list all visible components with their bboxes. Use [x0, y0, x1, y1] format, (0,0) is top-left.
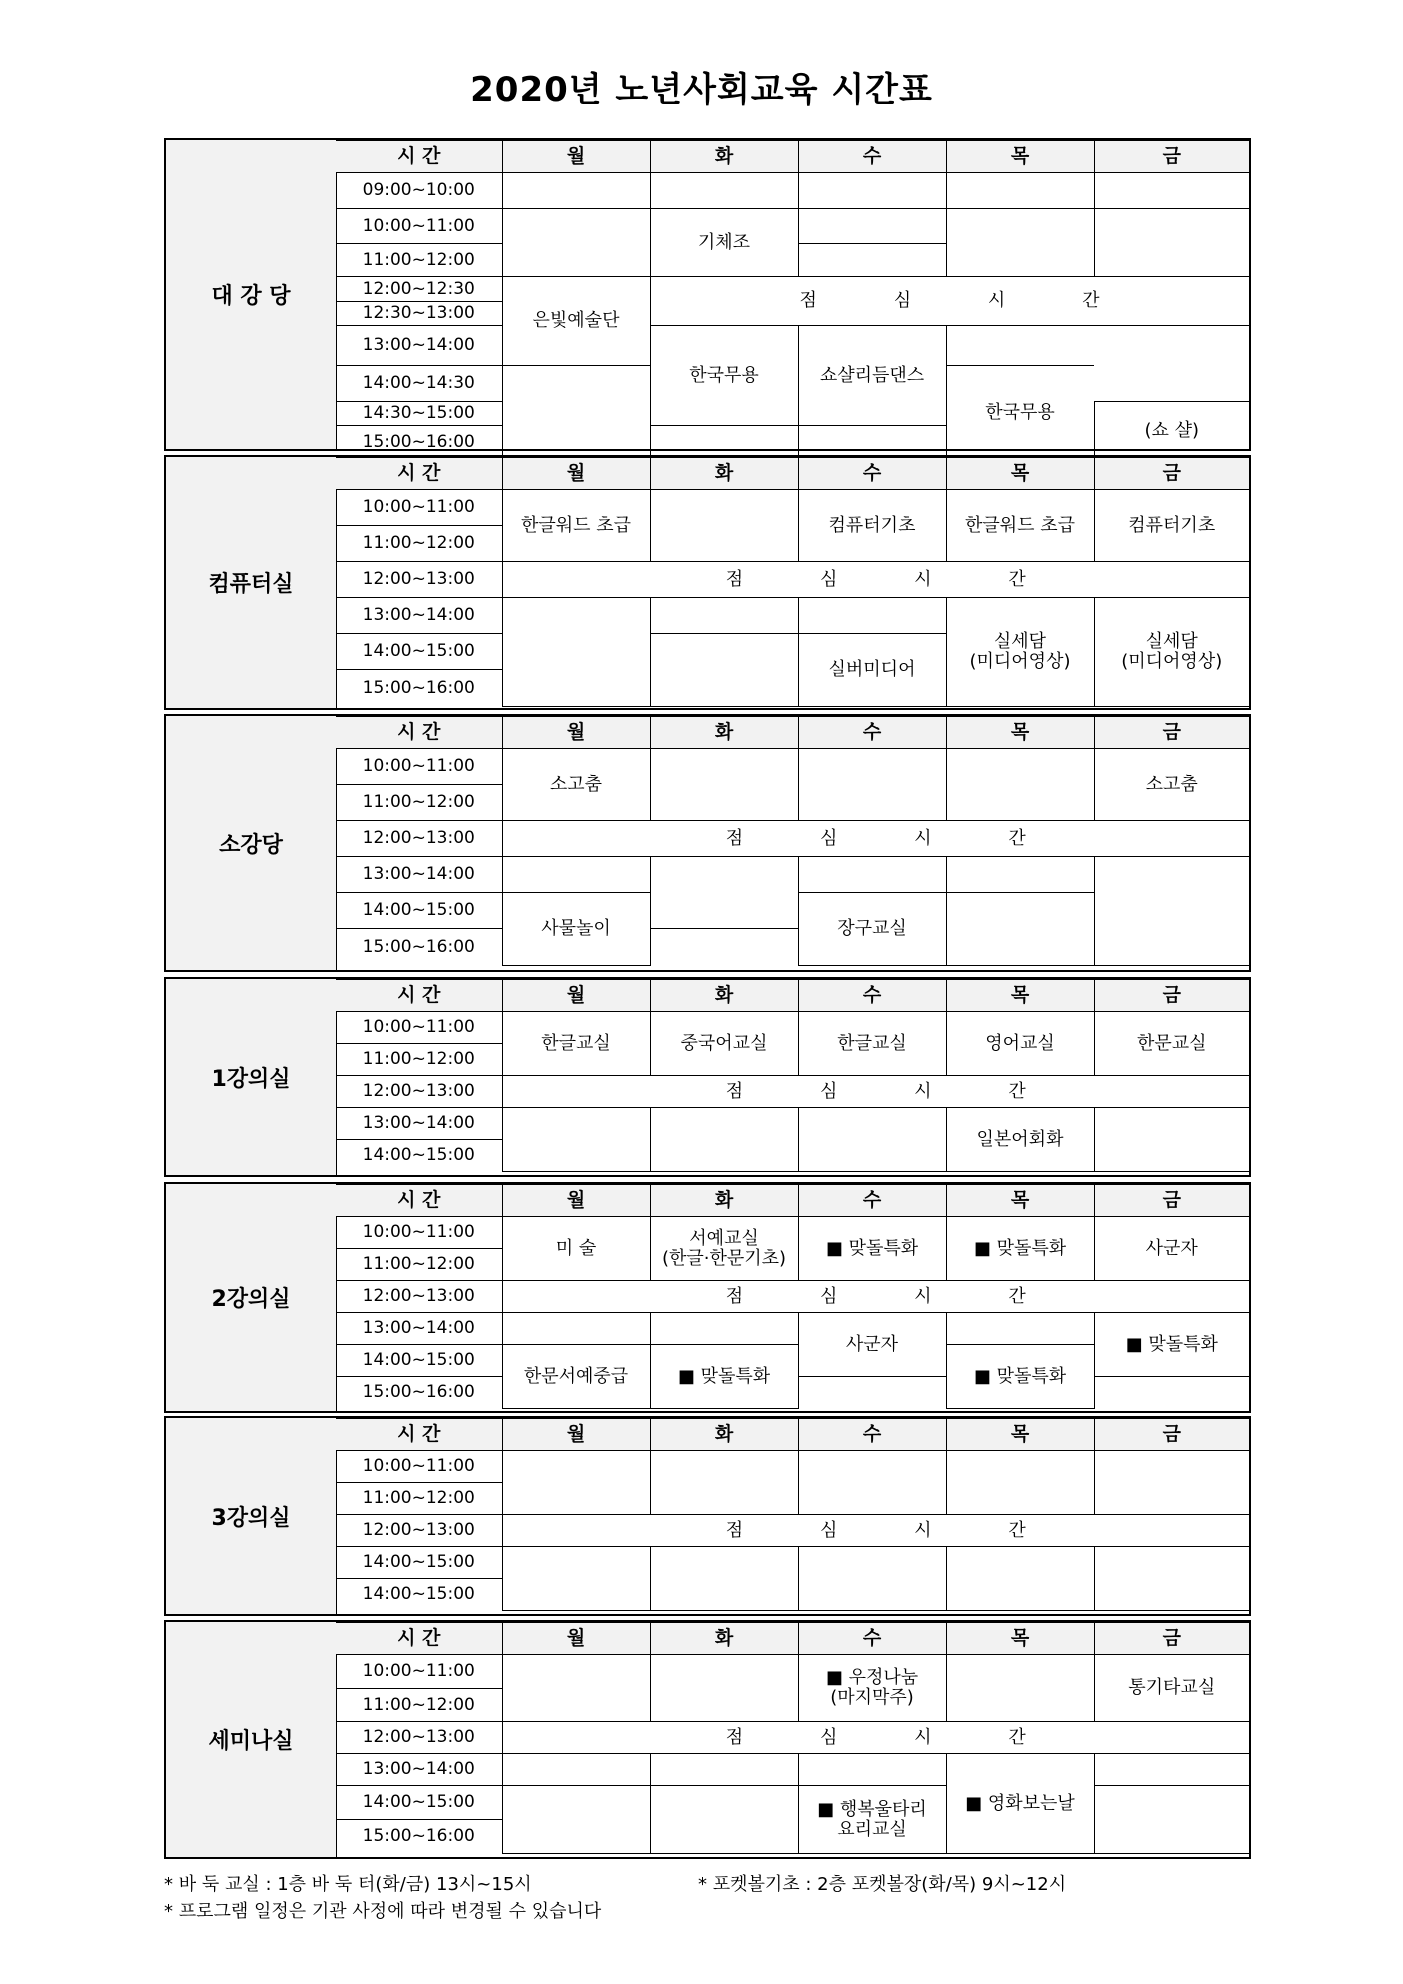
time-slot: 11:00~12:00 — [336, 1249, 502, 1281]
class-cell: 소고춤 — [1094, 749, 1249, 821]
time-slot: 11:00~12:00 — [336, 526, 502, 562]
class-cell — [798, 1108, 946, 1172]
time-slot: 11:00~12:00 — [336, 1044, 502, 1076]
class-cell: 영어교실 — [946, 1012, 1094, 1076]
time-slot: 10:00~11:00 — [336, 1655, 502, 1689]
header-day: 수 — [798, 980, 946, 1012]
class-cell: ■ 맞돌특화 — [946, 1345, 1094, 1409]
time-slot: 13:00~14:00 — [336, 326, 502, 366]
header-day: 목 — [946, 980, 1094, 1012]
header-row — [336, 1185, 1249, 1217]
header-row — [336, 980, 1249, 1012]
class-cell: 한글교실 — [798, 1012, 946, 1076]
class-cell: 쇼샬리듬댄스 — [798, 326, 946, 426]
class-cell — [502, 1547, 650, 1611]
room-label: 대 강 당 — [166, 140, 337, 449]
header-day: 금 — [1094, 980, 1249, 1012]
class-cell — [502, 1754, 650, 1786]
page-title: 2020년 노년사회교육 시간표 — [470, 70, 933, 110]
header-day: 화 — [650, 980, 798, 1012]
header-row — [336, 458, 1249, 490]
class-cell: 은빛예술단 — [502, 277, 650, 366]
header-day: 월 — [502, 141, 650, 173]
header-time: 시 간 — [336, 980, 502, 1012]
class-cell — [502, 1655, 650, 1722]
time-slot: 12:00~13:00 — [336, 562, 502, 598]
header-day: 금 — [1094, 717, 1249, 749]
footnote-schedule-change: * 프로그램 일정은 기관 사정에 따라 변경될 수 있습니다 — [164, 1901, 602, 1922]
time-slot: 11:00~12:00 — [336, 1483, 502, 1515]
schedule-row — [336, 821, 1249, 857]
class-cell: 한국무용 — [946, 366, 1094, 460]
time-slot: 14:00~15:00 — [336, 1786, 502, 1820]
class-cell: 기체조 — [650, 209, 798, 277]
time-slot: 14:00~15:00 — [336, 634, 502, 670]
header-day: 목 — [946, 717, 1094, 749]
header-day: 수 — [798, 1419, 946, 1451]
lunch-label: 점 심 시 간 — [725, 1519, 1026, 1541]
class-cell — [946, 173, 1094, 209]
time-slot: 14:00~15:00 — [336, 1140, 502, 1172]
lunch-break — [502, 1722, 1249, 1754]
header-day: 화 — [650, 1185, 798, 1217]
header-day: 목 — [946, 1185, 1094, 1217]
class-cell — [946, 1313, 1094, 1345]
time-slot: 14:00~15:00 — [336, 1345, 502, 1377]
class-cell — [1094, 173, 1249, 209]
time-slot: 13:00~14:00 — [336, 857, 502, 893]
header-time: 시 간 — [336, 717, 502, 749]
schedule-row — [336, 857, 1249, 893]
class-cell — [502, 209, 650, 277]
header-day: 목 — [946, 141, 1094, 173]
header-time: 시 간 — [336, 458, 502, 490]
class-cell: 일본어회화 — [946, 1108, 1094, 1172]
header-day: 화 — [650, 458, 798, 490]
header-day: 금 — [1094, 1419, 1249, 1451]
schedule-row — [336, 173, 1249, 209]
class-cell: 한글교실 — [502, 1012, 650, 1076]
header-day: 월 — [502, 1419, 650, 1451]
class-cell: 장구교실 — [798, 893, 946, 966]
class-cell — [650, 1451, 798, 1515]
header-time: 시 간 — [336, 1623, 502, 1655]
header-day: 월 — [502, 458, 650, 490]
schedule-row — [336, 209, 1249, 244]
room-label: 1강의실 — [166, 979, 337, 1175]
time-slot: 14:00~15:00 — [336, 893, 502, 929]
schedule-table — [336, 1418, 1249, 1611]
time-slot: 11:00~12:00 — [336, 1689, 502, 1722]
schedule-row — [336, 1722, 1249, 1754]
schedule-table — [336, 1184, 1249, 1409]
header-day: 화 — [650, 141, 798, 173]
class-cell: 실세담 (미디어영상) — [1094, 598, 1249, 707]
schedule-table — [336, 140, 1249, 460]
lunch-label: 점 심 시 간 — [725, 1080, 1026, 1102]
class-cell: ■ 맞돌특화 — [1094, 1313, 1249, 1377]
class-cell: ■ 맞돌특화 — [798, 1217, 946, 1281]
time-slot: 14:00~15:00 — [336, 1547, 502, 1579]
class-cell — [650, 1547, 798, 1611]
class-cell — [502, 598, 650, 707]
class-cell — [798, 209, 946, 244]
schedule-row — [336, 490, 1249, 526]
time-slot: 11:00~12:00 — [336, 785, 502, 821]
header-day: 수 — [798, 1623, 946, 1655]
class-cell — [1094, 1786, 1249, 1854]
lunch-break — [502, 1076, 1249, 1108]
footnote-baduk: * 바 둑 교실 : 1층 바 둑 터(화/금) 13시~15시 — [164, 1874, 532, 1895]
class-cell — [502, 1108, 650, 1172]
header-day: 금 — [1094, 458, 1249, 490]
time-slot: 10:00~11:00 — [336, 490, 502, 526]
header-day: 금 — [1094, 141, 1249, 173]
schedule-row — [336, 1547, 1249, 1579]
lunch-break — [502, 1281, 1249, 1313]
header-day: 수 — [798, 458, 946, 490]
time-slot: 12:00~13:00 — [336, 1722, 502, 1754]
time-slot: 14:30~15:00 — [336, 401, 502, 425]
class-cell — [1094, 1377, 1249, 1409]
class-cell — [946, 209, 1094, 277]
schedule-row — [336, 326, 1249, 366]
header-row — [336, 717, 1249, 749]
class-cell — [650, 490, 798, 562]
header-day: 월 — [502, 1623, 650, 1655]
class-cell: ■ 맞돌특화 — [946, 1217, 1094, 1281]
class-cell — [946, 1655, 1094, 1722]
class-cell — [798, 1451, 946, 1515]
class-cell: 한글워드 초급 — [946, 490, 1094, 562]
time-slot: 13:00~14:00 — [336, 1313, 502, 1345]
lunch-break — [502, 1515, 1249, 1547]
class-cell: ■ 영화보는날 — [946, 1754, 1094, 1854]
class-cell — [650, 857, 798, 929]
time-slot: 14:00~14:30 — [336, 366, 502, 402]
class-cell: 서예교실 (한글·한문기초) — [650, 1217, 798, 1281]
class-cell: 한국무용 — [650, 326, 798, 426]
class-cell: 사군자 — [1094, 1217, 1249, 1281]
class-cell — [798, 1377, 946, 1409]
time-slot: 12:30~13:00 — [336, 302, 502, 326]
schedule-table — [336, 1622, 1249, 1854]
schedule-section-seminar-room — [164, 1620, 1251, 1859]
class-cell — [650, 598, 798, 634]
schedule-row — [336, 1217, 1249, 1249]
schedule-row — [336, 1012, 1249, 1044]
schedule-row — [336, 562, 1249, 598]
header-time: 시 간 — [336, 1419, 502, 1451]
header-day: 금 — [1094, 1623, 1249, 1655]
schedule-row — [336, 1451, 1249, 1483]
time-slot: 09:00~10:00 — [336, 173, 502, 209]
class-cell — [650, 1786, 798, 1854]
class-cell: 컴퓨터기초 — [1094, 490, 1249, 562]
class-cell: 한문교실 — [1094, 1012, 1249, 1076]
class-cell — [502, 1451, 650, 1515]
schedule-row — [336, 1076, 1249, 1108]
lunch-break — [650, 277, 1249, 326]
header-row — [336, 141, 1249, 173]
schedule-row — [336, 1515, 1249, 1547]
class-cell: 실세담 (미디어영상) — [946, 598, 1094, 707]
class-cell — [650, 1754, 798, 1786]
class-cell: 사물놀이 — [502, 893, 650, 966]
schedule-table — [336, 716, 1249, 966]
time-slot: 15:00~16:00 — [336, 1820, 502, 1854]
time-slot: 10:00~11:00 — [336, 749, 502, 785]
header-day: 수 — [798, 717, 946, 749]
time-slot: 13:00~14:00 — [336, 598, 502, 634]
room-label: 2강의실 — [166, 1184, 337, 1411]
lunch-label: 점 심 시 간 — [799, 290, 1100, 312]
time-slot: 12:00~13:00 — [336, 1076, 502, 1108]
class-cell — [650, 173, 798, 209]
class-cell — [946, 893, 1094, 966]
schedule-section-small-hall — [164, 714, 1251, 972]
room-label: 세미나실 — [166, 1622, 337, 1857]
schedule-row — [336, 277, 1249, 302]
class-cell: ■ 맞돌특화 — [650, 1345, 798, 1409]
class-cell: ■ 행복울타리 요리교실 — [798, 1786, 946, 1854]
class-cell — [502, 366, 650, 460]
class-cell — [1094, 1451, 1249, 1515]
time-slot: 10:00~11:00 — [336, 1451, 502, 1483]
schedule-section-main-hall — [164, 138, 1251, 451]
room-label: 소강당 — [166, 716, 337, 970]
class-cell — [798, 1754, 946, 1786]
schedule-row — [336, 1786, 1249, 1820]
lunch-label: 점 심 시 간 — [725, 568, 1026, 590]
schedule-row — [336, 598, 1249, 634]
header-day: 화 — [650, 1623, 798, 1655]
header-day: 목 — [946, 458, 1094, 490]
header-time: 시 간 — [336, 1185, 502, 1217]
class-cell — [1094, 1108, 1249, 1172]
class-cell — [798, 244, 946, 277]
lunch-label: 점 심 시 간 — [725, 1726, 1026, 1748]
header-day: 월 — [502, 717, 650, 749]
time-slot: 15:00~16:00 — [336, 1377, 502, 1409]
class-cell: 한문서예중급 — [502, 1345, 650, 1409]
schedule-row — [336, 1655, 1249, 1689]
class-cell — [946, 1547, 1094, 1611]
class-cell — [1094, 857, 1249, 966]
time-slot: 15:00~16:00 — [336, 929, 502, 966]
header-day: 화 — [650, 1419, 798, 1451]
schedule-row — [336, 1281, 1249, 1313]
header-day: 금 — [1094, 1185, 1249, 1217]
header-day: 목 — [946, 1623, 1094, 1655]
time-slot: 13:00~14:00 — [336, 1108, 502, 1140]
class-cell — [946, 326, 1094, 366]
class-cell — [502, 1313, 650, 1345]
class-cell: 컴퓨터기초 — [798, 490, 946, 562]
room-label: 컴퓨터실 — [166, 457, 337, 708]
class-cell — [502, 173, 650, 209]
lunch-break — [502, 562, 1249, 598]
class-cell — [1094, 1547, 1249, 1611]
schedule-table — [336, 457, 1249, 707]
class-cell: ■ 우정나눔 (마지막주) — [798, 1655, 946, 1722]
header-day: 월 — [502, 980, 650, 1012]
time-slot: 15:00~16:00 — [336, 425, 502, 459]
schedule-section-computer-room — [164, 455, 1251, 710]
footnote-pocketball: * 포켓볼기초 : 2층 포켓볼장(화/목) 9시~12시 — [698, 1874, 1067, 1895]
header-day: 목 — [946, 1419, 1094, 1451]
header-day: 화 — [650, 717, 798, 749]
class-cell — [1094, 1754, 1249, 1786]
time-slot: 10:00~11:00 — [336, 209, 502, 244]
class-cell — [946, 857, 1094, 893]
schedule-row — [336, 1754, 1249, 1786]
lunch-label: 점 심 시 간 — [725, 1285, 1026, 1307]
class-cell — [650, 1108, 798, 1172]
class-cell — [650, 634, 798, 707]
time-slot: 13:00~14:00 — [336, 1754, 502, 1786]
schedule-table — [336, 979, 1249, 1172]
header-day: 수 — [798, 141, 946, 173]
header-row — [336, 1623, 1249, 1655]
class-cell — [946, 1451, 1094, 1515]
schedule-row — [336, 1313, 1249, 1345]
class-cell: 한글워드 초급 — [502, 490, 650, 562]
schedule-row — [336, 749, 1249, 785]
schedule-row — [336, 1108, 1249, 1140]
time-slot: 14:00~15:00 — [336, 1579, 502, 1611]
schedule-section-lecture-room-3 — [164, 1416, 1251, 1616]
time-slot: 12:00~12:30 — [336, 277, 502, 302]
class-cell — [650, 929, 798, 966]
schedule-section-lecture-room-1 — [164, 977, 1251, 1177]
time-slot: 12:00~13:00 — [336, 1281, 502, 1313]
header-time: 시 간 — [336, 141, 502, 173]
class-cell — [502, 857, 650, 893]
class-cell — [650, 749, 798, 821]
time-slot: 10:00~11:00 — [336, 1012, 502, 1044]
header-day: 월 — [502, 1185, 650, 1217]
class-cell: 통기타교실 — [1094, 1655, 1249, 1722]
class-cell: (쇼 샬) — [1094, 401, 1249, 459]
class-cell — [798, 173, 946, 209]
time-slot: 10:00~11:00 — [336, 1217, 502, 1249]
class-cell: 중국어교실 — [650, 1012, 798, 1076]
class-cell: 미 술 — [502, 1217, 650, 1281]
class-cell: 사군자 — [798, 1313, 946, 1377]
class-cell — [1094, 209, 1249, 277]
time-slot: 15:00~16:00 — [336, 670, 502, 707]
lunch-label: 점 심 시 간 — [725, 827, 1026, 849]
header-day: 수 — [798, 1185, 946, 1217]
time-slot: 12:00~13:00 — [336, 821, 502, 857]
class-cell — [798, 749, 946, 821]
time-slot: 12:00~13:00 — [336, 1515, 502, 1547]
header-row — [336, 1419, 1249, 1451]
time-slot: 11:00~12:00 — [336, 244, 502, 277]
class-cell — [502, 1786, 650, 1854]
lunch-break — [502, 821, 1249, 857]
class-cell — [798, 857, 946, 893]
class-cell — [650, 1655, 798, 1722]
class-cell — [798, 598, 946, 634]
class-cell: 소고춤 — [502, 749, 650, 821]
class-cell — [798, 1547, 946, 1611]
room-label: 3강의실 — [166, 1418, 337, 1614]
schedule-section-lecture-room-2 — [164, 1182, 1251, 1413]
class-cell — [650, 1313, 798, 1345]
class-cell: 실버미디어 — [798, 634, 946, 707]
class-cell — [946, 749, 1094, 821]
